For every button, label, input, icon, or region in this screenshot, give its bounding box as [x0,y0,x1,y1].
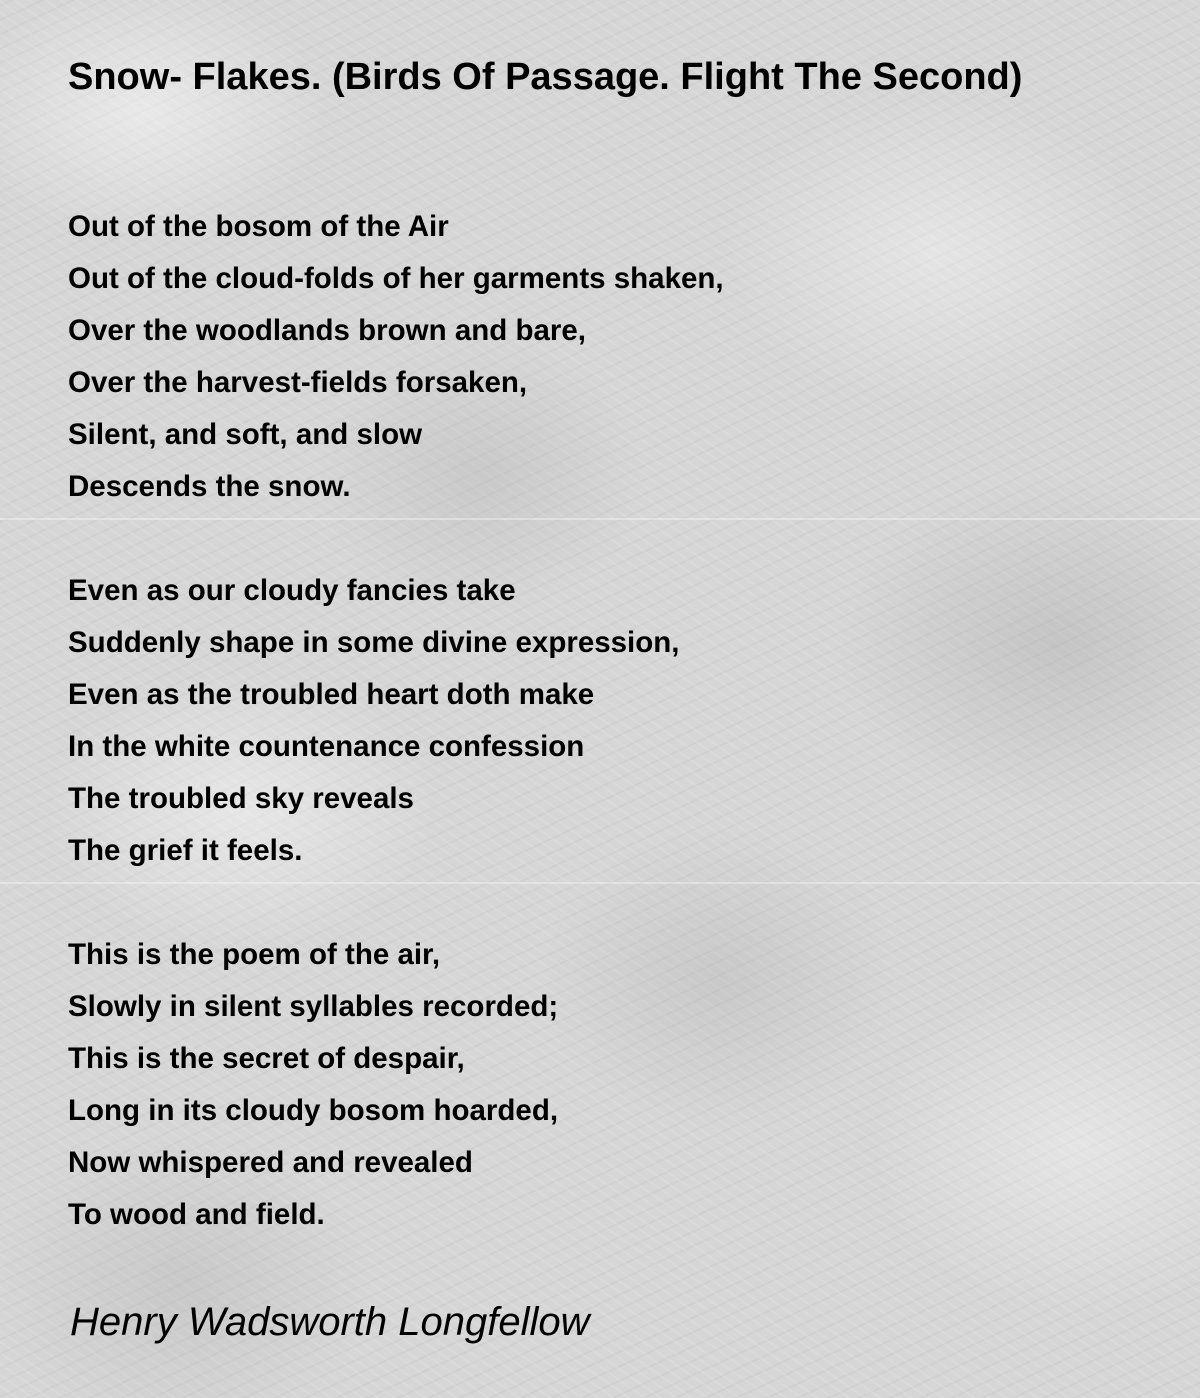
poem-line: Over the harvest-fields forsaken, [68,366,528,399]
poem-line: Silent, and soft, and slow [68,418,423,451]
poem-line: To wood and field. [68,1198,325,1231]
poem-title: Snow- Flakes. (Birds Of Passage. Flight The Second) [68,56,1023,98]
poem-line: Even as our cloudy fancies take [68,574,516,607]
poem-author: Henry Wadsworth Longfellow [70,1300,590,1344]
poem-line: Even as the troubled heart doth make [68,678,595,711]
poem-line: Over the woodlands brown and bare, [68,314,586,347]
poem-line: The troubled sky reveals [68,782,414,815]
stanza-3 [68,929,1148,1241]
poem-line: This is the secret of despair, [68,1042,465,1075]
background-band-seam [0,882,1200,884]
poem-line: Out of the cloud-folds of her garments shaken, [68,262,724,295]
background-band-seam [0,518,1200,520]
poem-line: Slowly in silent syllables recorded; [68,990,559,1023]
poem-line: Now whispered and revealed [68,1146,473,1179]
poem-line: Out of the bosom of the Air [68,210,449,243]
poem-line: Descends the snow. [68,470,351,503]
poem-line: Long in its cloudy bosom hoarded, [68,1094,559,1127]
poem-line: In the white countenance confession [68,730,585,763]
stanza-1 [68,201,1148,513]
poem-line: The grief it feels. [68,834,303,867]
poem-line: Suddenly shape in some divine expression, [68,626,680,659]
stanza-2 [68,565,1148,877]
poem-line: This is the poem of the air, [68,938,441,971]
